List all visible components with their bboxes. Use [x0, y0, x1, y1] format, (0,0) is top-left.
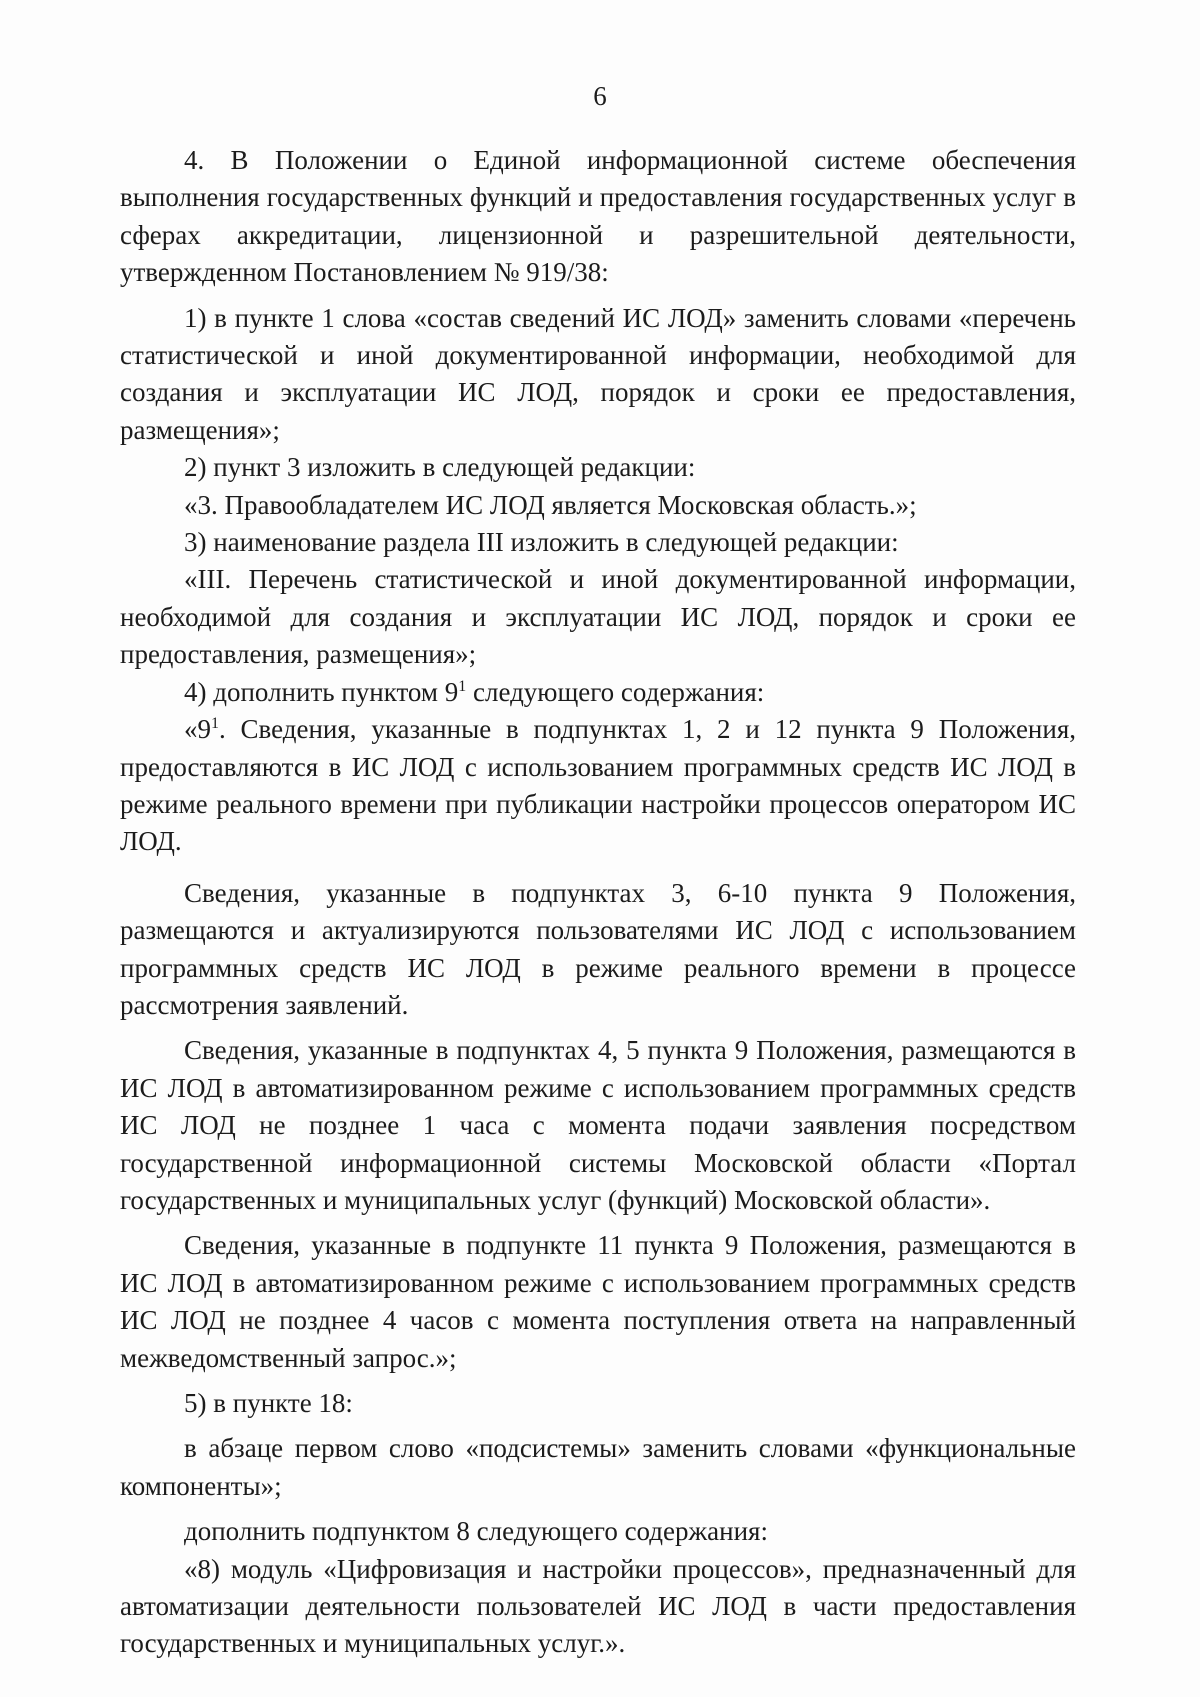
paragraph-info-11: Сведения, указанные в подпункте 11 пункта 9 Положения, размещаются в ИС ЛОД в автоматизированном режиме с использованием программных средств ИС ЛОД не позднее 4 часов с момента поступления ответа на направленный межведомственный запрос.»; [120, 1230, 1076, 1373]
paragraph-quote-8: «8) модуль «Цифровизация и настройки процессов», предназначенный для автоматизации деятельности пользователей ИС ЛОД в части предоставления государственных и муниципальных услуг.». [120, 1553, 1076, 1659]
superscript: 1 [211, 715, 219, 733]
paragraph-info-4-5: Сведения, указанные в подпунктах 4, 5 пункта 9 Положения, размещаются в ИС ЛОД в автоматизированном режиме с использованием программных средств ИС ЛОД не позднее 1 часа с момента подачи заявления посредством государственной информационной системы Московской области «Портал государственных и муниципальных услуг (функций) Московской области». [120, 1035, 1076, 1215]
text-fragment: «9 [184, 714, 211, 745]
paragraph-subitem-2: 2) пункт 3 изложить в следующей редакции: [184, 452, 696, 483]
paragraph-quote-9-1 [120, 711, 1076, 861]
text-fragment: 4) дополнить пунктом 9 [184, 676, 459, 707]
text-fragment: следующего содержания: [466, 676, 765, 707]
paragraph-subitem-4 [120, 674, 1076, 711]
paragraph-quote-3: «3. Правообладателем ИС ЛОД является Московская область.»; [184, 489, 917, 520]
text-fragment: . Сведения, указанные в подпунктах 1, 2 и 12 пункта 9 Положения, предоставляются в ИС ЛОД с использованием программных средств ИС ЛОД в режиме реального времени при публикации настройки процессов оператором ИС ЛОД. [120, 714, 1076, 857]
paragraph-add-subitem-8: дополнить подпунктом 8 следующего содержания: [184, 1516, 768, 1547]
paragraph-first-abzac: в абзаце первом слово «подсистемы» заменить словами «функциональные компоненты»; [120, 1433, 1076, 1501]
page-number: 6 [593, 81, 607, 111]
document-body [120, 142, 1076, 1663]
paragraph-item-4: 4. В Положении о Единой информационной системе обеспечения выполнения государственных функций и предоставления государственных услуг в сферах аккредитации, лицензионной и разрешительной деятельности, утвержденном Постановлением № 919/38: [120, 145, 1076, 288]
superscript: 1 [458, 677, 467, 695]
paragraph-subitem-1: 1) в пункте 1 слова «состав сведений ИС ЛОД» заменить словами «перечень статистической и иной документированной информации, необходимой для создания и эксплуатации ИС ЛОД, порядок и сроки ее предоставления, размещения»; [120, 302, 1076, 445]
paragraph-subitem-5: 5) в пункте 18: [184, 1388, 353, 1418]
paragraph-subitem-3: 3) наименование раздела III изложить в следующей редакции: [184, 527, 899, 558]
paragraph-quote-section-3: «III. Перечень статистической и иной документированной информации, необходимой для создания и эксплуатации ИС ЛОД, порядок и сроки ее предоставления, размещения»; [120, 564, 1076, 670]
paragraph-info-3-6-10: Сведения, указанные в подпунктах 3, 6-10 пункта 9 Положения, размещаются и актуализируются пользователями ИС ЛОД с использованием программных средств ИС ЛОД в режиме реального времени в процессе рассмотрения заявлений. [120, 877, 1076, 1020]
